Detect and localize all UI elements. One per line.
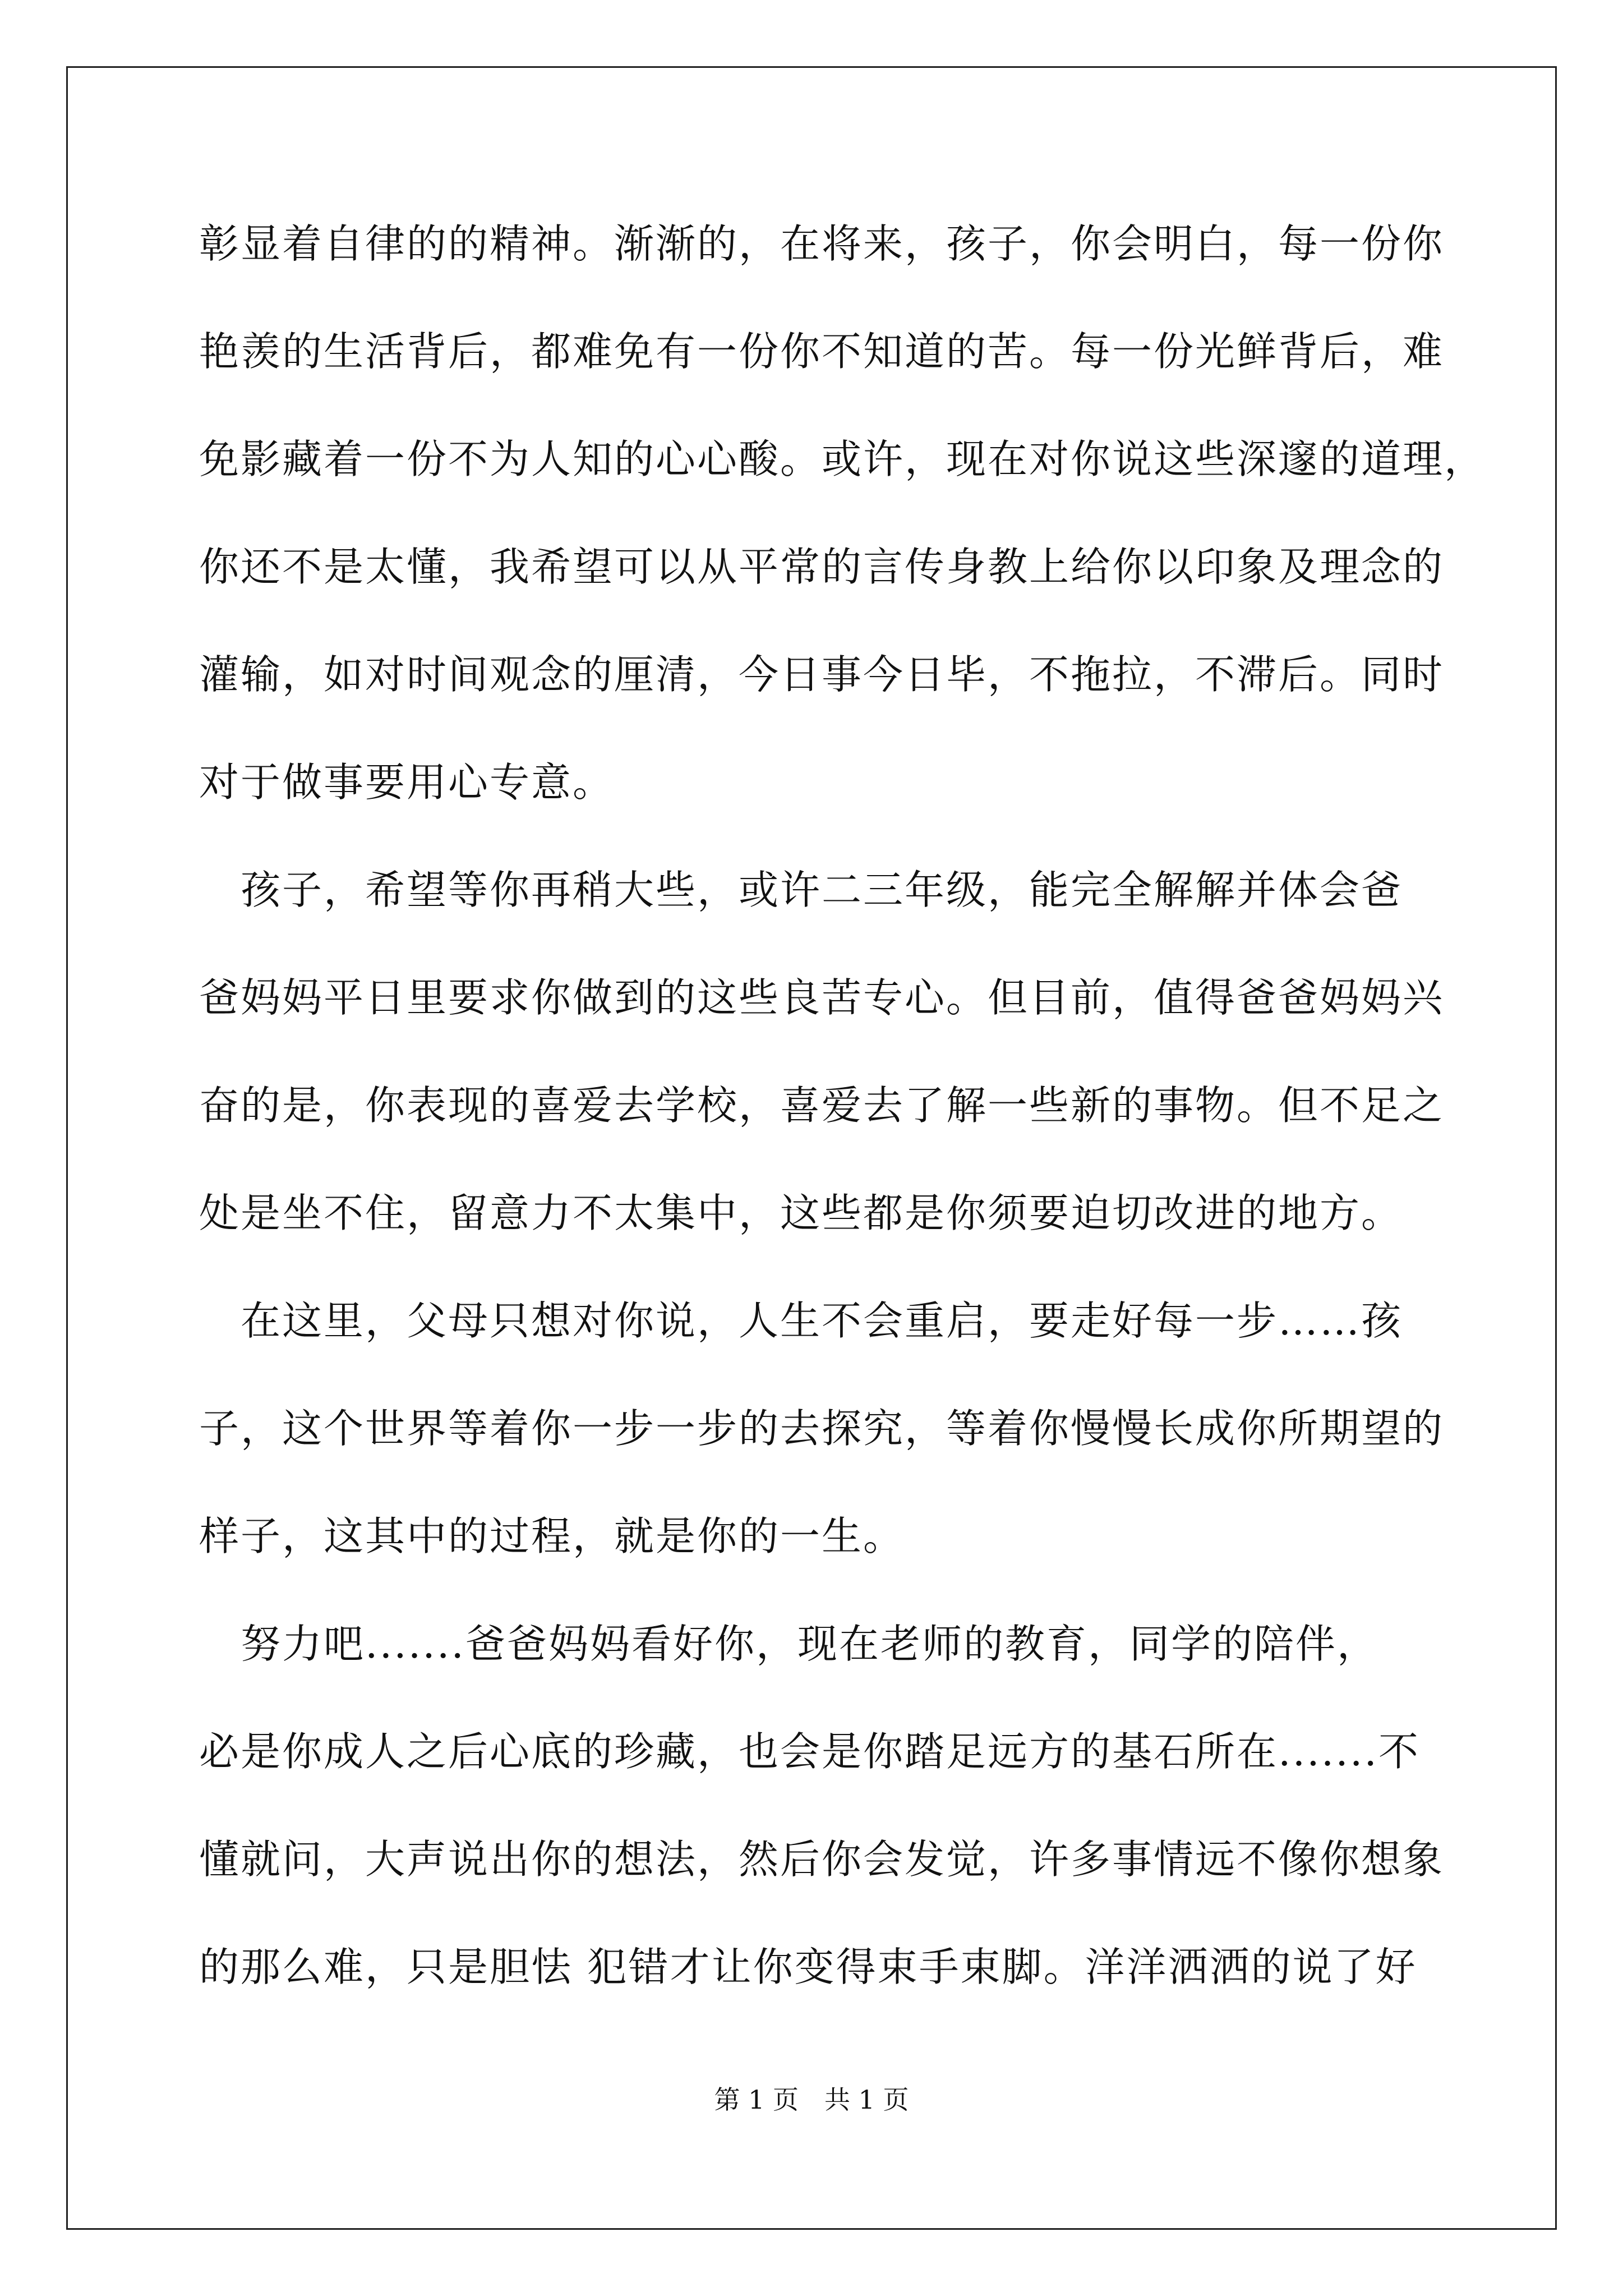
text-line: 你还不是太懂，我希望可以从平常的言传身教上给你以印象及理念的 [199,544,1445,590]
text-line: 对于做事要用心专意。 [199,759,615,806]
text-line: 在这里，父母只想对你说，人生不会重启，要走好每一步……孩 [199,1297,1403,1344]
text-line: 子，这个世界等着你一步一步的去探究，等着你慢慢长成你所期望的 [199,1405,1445,1452]
page-border [66,66,1557,2230]
text-line: 灌输，如对时间观念的厘清，今日事今日毕，不拖拉，不滞后。同时 [199,651,1445,698]
page-number-footer: 第 1 页 共 1 页 [714,2085,909,2115]
text-line: 孩子，希望等你再稍大些，或许二三年级，能完全解解并体会爸 [199,867,1403,913]
text-line: 样子，这其中的过程，就是你的一生。 [199,1513,905,1559]
text-line: 艳羡的生活背后，都难免有一份你不知道的苦。每一份光鲜背后，难 [199,328,1445,375]
text-line: 努力吧.......爸爸妈妈看好你，现在老师的教育，同学的陪伴， [199,1621,1378,1667]
text-line: 免影藏着一份不为人知的心心酸。或许，现在对你说这些深邃的道理， [199,436,1486,482]
text-line: 奋的是，你表现的喜爱去学校，喜爱去了解一些新的事物。但不足之 [199,1082,1445,1129]
text-line: 必是你成人之后心底的珍藏，也会是你踏足远方的基石所在.......不 [199,1728,1420,1775]
text-line: 处是坐不住，留意力不太集中，这些都是你须要迫切改进的地方。 [199,1190,1403,1236]
text-line: 懂就问，大声说出你的想法，然后你会发觉，许多事情远不像你想象 [199,1836,1445,1883]
text-line: 彰显着自律的的精神。渐渐的，在将来，孩子，你会明白，每一份你 [199,220,1445,267]
text-line: 的那么难，只是胆怯 犯错才让你变得束手束脚。洋洋洒洒的说了好 [199,1944,1417,1990]
text-line: 爸妈妈平日里要求你做到的这些良苦专心。但目前，值得爸爸妈妈兴 [199,974,1445,1021]
